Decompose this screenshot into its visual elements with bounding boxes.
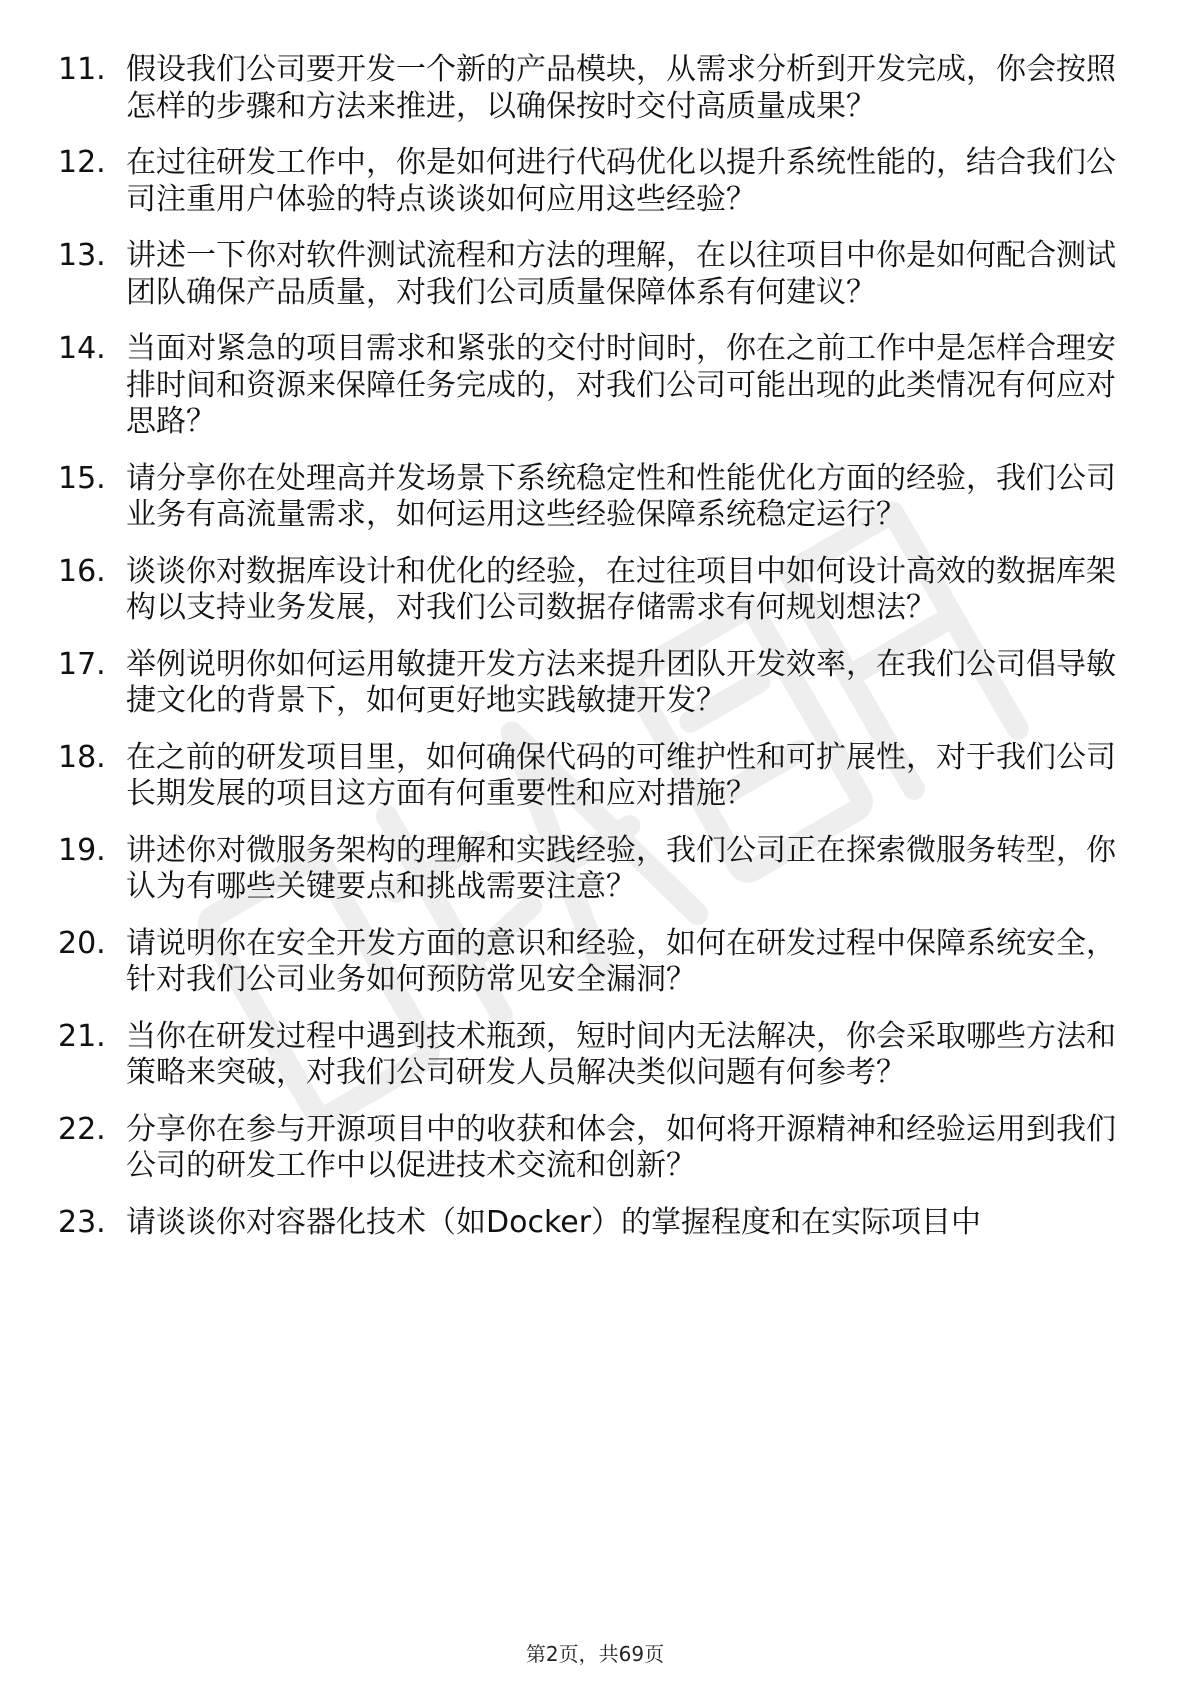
question-text: 在过往研发工作中，你是如何进行代码优化以提升系统性能的，结合我们公司注重用户体验的特点谈谈如何应用这些经验？ <box>126 145 1116 217</box>
question-number: 12. <box>58 145 106 180</box>
question-number: 16. <box>58 553 106 589</box>
question-item <box>58 926 1118 999</box>
question-text: 请谈谈你对容器化技术（如Docker）的掌握程度和在实际项目中 <box>126 1204 982 1240</box>
question-text: 讲述一下你对软件测试流程和方法的理解，在以往项目中你是如何配合测试团队确保产品质量，对我们公司质量保障体系有何建议？ <box>126 238 1116 310</box>
question-number: 11. <box>58 52 106 87</box>
question-text: 假设我们公司要开发一个新的产品模块，从需求分析到开发完成，你会按照怎样的步骤和方法来推进，以确保按时交付高质量成果？ <box>126 52 1116 124</box>
question-item <box>58 554 1118 627</box>
question-item <box>58 647 1118 720</box>
question-number: 13. <box>58 238 106 273</box>
question-text: 讲述你对微服务架构的理解和实践经验，我们公司正在探索微服务转型，你认为有哪些关键要点和挑战需要注意？ <box>126 832 1116 904</box>
question-number: 19. <box>58 832 106 868</box>
question-number: 23. <box>58 1204 106 1240</box>
question-list <box>58 52 1118 1261</box>
question-item <box>58 238 1118 311</box>
question-number: 17. <box>58 646 106 682</box>
page-footer: 第2页，共69页 <box>525 1642 665 1666</box>
question-number: 14. <box>58 331 106 366</box>
question-text: 当你在研发过程中遇到技术瓶颈，短时间内无法解决，你会采取哪些方法和策略来突破，对我们公司研发人员解决类似问题有何参考？ <box>126 1018 1116 1090</box>
question-item <box>58 740 1118 813</box>
question-item <box>58 145 1118 218</box>
question-item <box>58 833 1118 906</box>
question-number: 21. <box>58 1018 106 1054</box>
question-text: 当面对紧急的项目需求和紧张的交付时间时，你在之前工作中是怎样合理安排时间和资源来保障任务完成的，对我们公司可能出现的此类情况有何应对思路？ <box>126 331 1116 439</box>
question-text: 分享你在参与开源项目中的收获和体会，如何将开源精神和经验运用到我们公司的研发工作中以促进技术交流和创新？ <box>126 1111 1116 1183</box>
question-item <box>58 1112 1118 1185</box>
question-text: 请分享你在处理高并发场景下系统稳定性和性能优化方面的经验，我们公司业务有高流量需求，如何运用这些经验保障系统稳定运行？ <box>126 460 1116 532</box>
question-number: 20. <box>58 925 106 961</box>
question-text: 在之前的研发项目里，如何确保代码的可维护性和可扩展性，对于我们公司长期发展的项目这方面有何重要性和应对措施？ <box>126 739 1116 811</box>
question-text: 请说明你在安全开发方面的意识和经验，如何在研发过程中保障系统安全，针对我们公司业务如何预防常见安全漏洞？ <box>126 925 1116 997</box>
question-number: 15. <box>58 460 106 496</box>
question-number: 18. <box>58 739 106 775</box>
question-item <box>58 1205 1118 1242</box>
question-item <box>58 1019 1118 1092</box>
question-item <box>58 331 1118 441</box>
question-text: 举例说明你如何运用敏捷开发方法来提升团队开发效率，在我们公司倡导敏捷文化的背景下，如何更好地实践敏捷开发？ <box>126 646 1116 718</box>
question-item <box>58 461 1118 534</box>
question-number: 22. <box>58 1111 106 1147</box>
question-text: 谈谈你对数据库设计和优化的经验，在过往项目中如何设计高效的数据库架构以支持业务发展，对我们公司数据存储需求有何规划想法？ <box>126 553 1116 625</box>
question-item <box>58 52 1118 125</box>
